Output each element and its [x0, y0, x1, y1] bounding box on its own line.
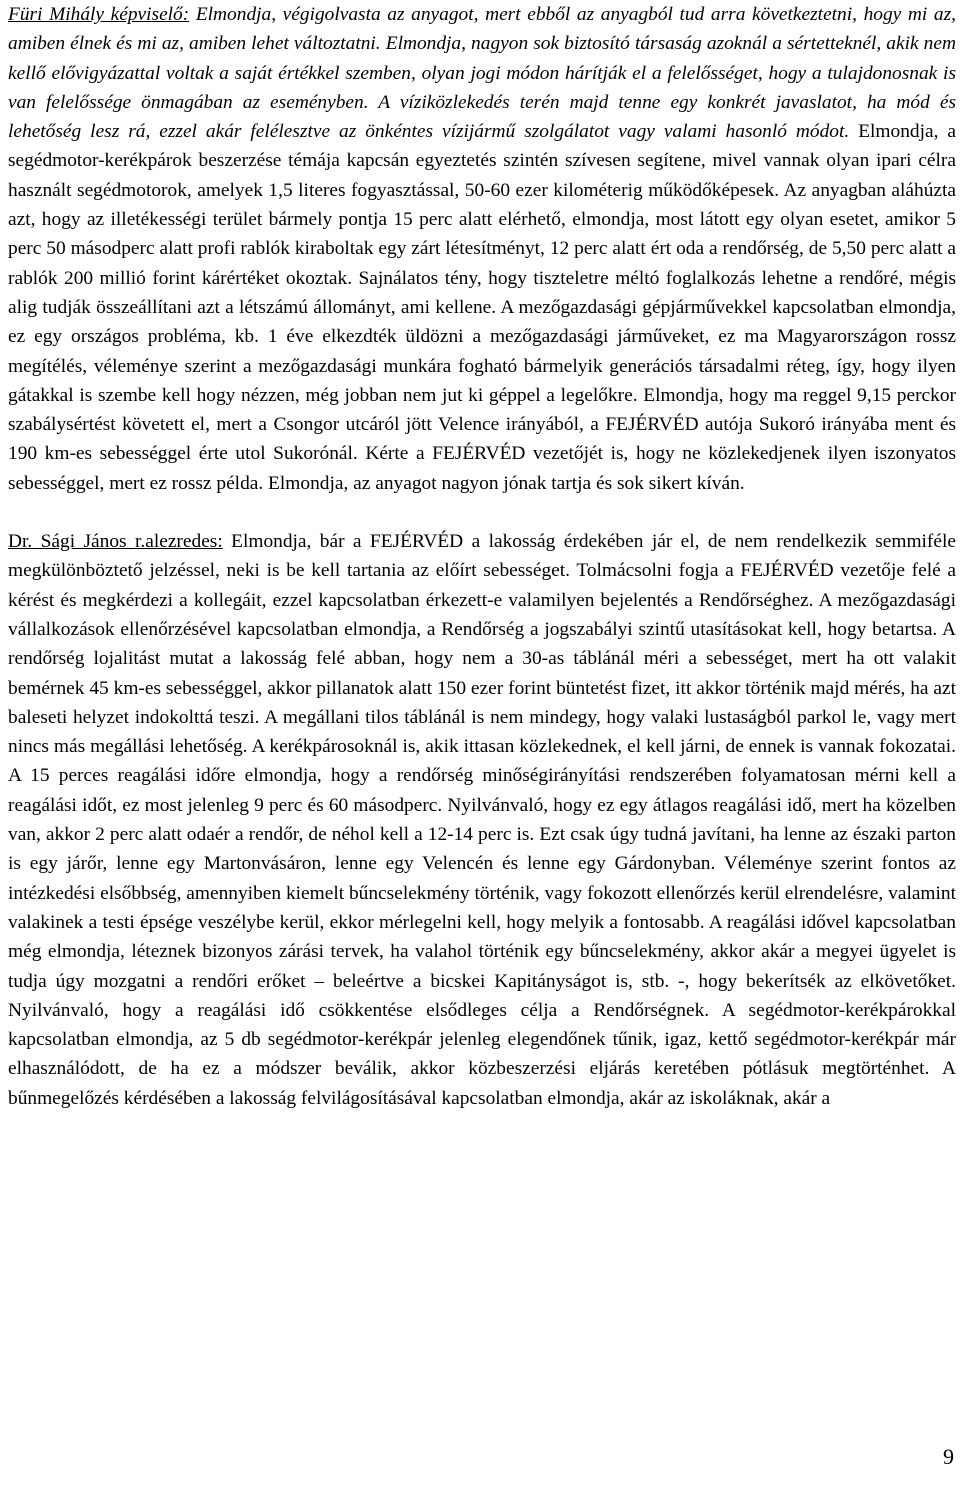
- paragraph-sagi-janos: [8, 527, 956, 1113]
- page-number: 9: [943, 1444, 954, 1469]
- document-page: [8, 0, 956, 1113]
- paragraph-furi-mihaly: [8, 0, 956, 498]
- speaker-name: Füri Mihály képviselő:: [8, 4, 190, 25]
- paragraph-text-segment: Elmondja, a segédmotor-kerékpárok beszerzése témája kapcsán egyeztetés szintén szívesen segítene, mivel vannak olyan ipari célra használt segédmotorok, amelyek 1,5 literes fogyasztással, 50-60 ezer kilométerig működőképesek. Az anyagban aláhúzta azt, hogy az illetékességi terület bármely pontja 15 perc alatt elérhető, elmondja, most látott egy olyan esetet, amikor 5 perc 50 másodperc alatt profi rablók kiraboltak egy zárt létesítményt, 12 perc alatt ért oda a rendőrség, de 5,50 perc alatt a rablók 200 millió forint kárértéket okoztak. Sajnálatos tény, hogy tiszteletre méltó foglalkozás lehetne a rendőré, mégis alig tudják összeállítani azt a létszámú állományt, ami kellene. A mezőgazdasági gépjárművekkel kapcsolatban elmondja, ez egy országos probléma, kb. 1 éve elkezdték üldözni a mezőgazdasági járműveket, ez ma Magyarországon rossz megítélés, véleménye szerint a mezőgazdasági munkára fogható bármelyik generációs társadalmi réteg, így, hogy ilyen gátakkal is szembe kell hogy nézzen, még jobban nem jut ki géppel a legelőkre. Elmondja, hogy ma reggel 9,15 perckor szabálysértést követett el, mert a Csongor utcáról jött Velence irányából, a FEJÉRVÉD autója Sukoró irányába ment és 190 km-es sebességgel érte utol Sukorónál. Kérte a FEJÉRVÉD vezetőjét is, hogy ne közlekedjenek ilyen iszonyatos sebességgel, mert ez rossz példa. Elmondja, az anyagot nagyon jónak tartja és sok sikert kíván.: [8, 121, 956, 494]
- paragraph-text-segment: Elmondja, végigolvasta az anyagot, mert ebből az anyagból tud arra következtetni, hogy mi az, amiben élnek és mi az, amiben lehet változtatni. Elmondja, nagyon sok biztosító társaság azoknál a sértetteknél, akik nem kellő elővigyázattal voltak a saját értékkel szemben, olyan jogi módon hárítják el a felelősséget, hogy a tulajdonosnak is van felelőssége önmagában az eseményben. A víziközlekedés terén majd tenne egy konkrét javaslatot, ha mód és lehetőség lesz rá, ezzel akár felélesztve az önkéntes vízijármű szolgálatot vagy valami hasonló módot.: [8, 4, 956, 143]
- paragraph-text-segment: Elmondja, bár a FEJÉRVÉD a lakosság érdekében jár el, de nem rendelkezik semmiféle megkülönböztető jelzéssel, neki is be kell tartania az előírt sebességet. Tolmácsolni fogja a FEJÉRVÉD vezetője felé a kérést és megkérdezi a kollegáit, ezzel kapcsolatban érkezett-e valamilyen bejelentés a Rendőrséghez. A mezőgazdasági vállalkozások ellenőrzésével kapcsolatban elmondja, a Rendőrség a jogszabályi szintű utasításokat kell, hogy betartsa. A rendőrség lojalitást mutat a lakosság felé abban, hogy nem a 30-as táblánál méri a sebességet, mert ha ott valakit bemérnek 45 km-es sebességgel, akkor pillanatok alatt 150 ezer forint büntetést fizet, itt akkor történik majd mérés, ha azt baleseti helyzet indokolttá teszi. A megállani tilos táblánál is nem mindegy, hogy valaki lustaságból parkol le, vagy mert nincs más megállási lehetőség. A kerékpárosoknál is, akik ittasan közlekednek, el kell járni, de ennek is vannak fokozatai. A 15 perces reagálási időre elmondja, hogy a rendőrség minőségirányítási rendszerében folyamatosan mérni kell a reagálási időt, ez most jelenleg 9 perc és 60 másodperc. Nyilvánvaló, hogy ez egy átlagos reagálási idő, mert ha közelben van, akkor 2 perc alatt odaér a rendőr, de néhol kell a 12-14 perc is. Ezt csak úgy tudná javítani, ha lenne az északi parton is egy járőr, lenne egy Martonvásáron, lenne egy Velencén és lenne egy Gárdonyban. Véleménye szerint fontos az intézkedési elsőbbség, amennyiben kiemelt bűncselekmény történik, vagy fokozott ellenőrzés kerül elrendelésre, valamint valakinek a testi épsége veszélybe kerül, ekkor mérlegelni kell, hogy melyik a fontosabb. A reagálási idővel kapcsolatban még elmondja, léteznek bizonyos zárási tervek, ha valahol történik egy bűncselekmény, akkor akár a megyei ügyelet is tudja úgy mozgatni a rendőri erőket – beleértve a bicskei Kapitányságot is, stb. -, hogy bekerítsék az elkövetőket. Nyilvánvaló, hogy a reagálási idő csökkentése elsődleges célja a Rendőrségnek. A segédmotor-kerékpárokkal kapcsolatban elmondja, az 5 db segédmotor-kerékpár jelenleg elegendőnek tűnik, igaz, kettő segédmotor-kerékpár már elhasználódott, de ha ez a módszer beválik, akkor közbeszerzési eljárás keretében pótlásuk megtörténhet. A bűnmegelőzés kérdésében a lakosság felvilágosításával kapcsolatban elmondja, akár az iskoláknak, akár a: [8, 531, 956, 1109]
- speaker-name: Dr. Sági János r.alezredes:: [8, 531, 223, 553]
